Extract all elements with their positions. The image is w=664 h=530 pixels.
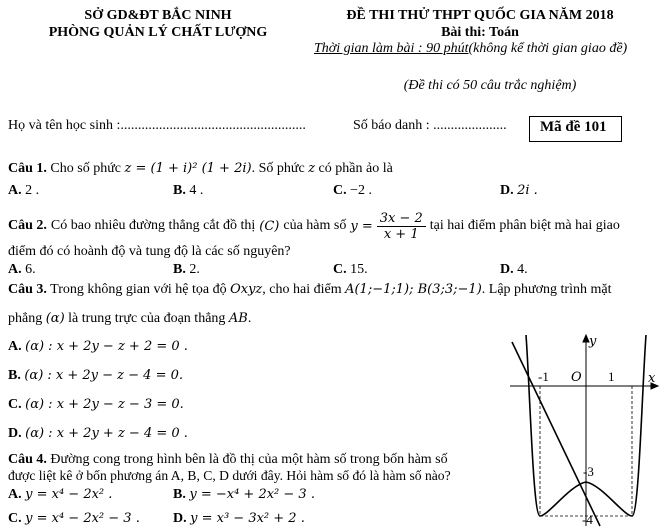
q4-option-c	[8, 511, 140, 527]
question-2-text-c: tại hai điểm phân biệt mà hai giao	[429, 218, 620, 233]
tick-label-neg4: -4	[582, 512, 593, 527]
curve-line	[512, 342, 600, 526]
q4-option-a-letter: A.	[8, 487, 22, 502]
question-3-text-c: . Lập phương trình mặt	[481, 282, 612, 297]
q1-option-a	[8, 183, 39, 199]
q2-option-b	[173, 262, 200, 278]
question-1-variable: z	[308, 161, 316, 176]
question-3-text-b: , cho hai điểm	[262, 282, 342, 297]
question-1-expression: z = (1 + i)² (1 + 2i)	[124, 161, 252, 176]
tick-label-neg1: -1	[538, 369, 549, 384]
q2-option-c	[333, 262, 368, 278]
question-3-points: A(1;−1;1); B(3;3;−1)	[345, 282, 482, 297]
q4-option-b-text: y = −x⁴ + 2x² − 3 .	[189, 487, 315, 502]
question-4-label: Câu 4.	[8, 452, 47, 467]
question-3-system: Oxyz	[230, 282, 263, 297]
q2-option-c-text: 15.	[350, 262, 368, 277]
q2-option-a	[8, 262, 36, 278]
fraction-numerator: 3x − 2	[377, 211, 426, 227]
q2-option-d-text: 4.	[517, 262, 528, 277]
q3-option-b	[8, 368, 183, 384]
exam-code: Mã đề 101	[540, 119, 607, 135]
question-3-plane: (α)	[45, 311, 65, 326]
question-3-line2-b: là trung trực của đoạn thẳng	[68, 311, 226, 326]
q4-option-b	[173, 487, 315, 503]
question-3-line-2	[8, 311, 251, 327]
question-3-label: Câu 3.	[8, 282, 47, 297]
question-3-text-a: Trong không gian với hệ tọa độ	[50, 282, 227, 297]
question-2-fraction	[377, 211, 426, 242]
x-axis-label: x	[648, 371, 656, 386]
question-count-note: (Đề thi có 50 câu trắc nghiệm)	[403, 78, 577, 93]
q2-option-a-text: 6.	[25, 262, 36, 277]
q3-option-b-letter: B.	[8, 368, 21, 383]
question-1-text-c: có phần ảo là	[318, 161, 393, 176]
q2-option-b-text: 2.	[189, 262, 200, 277]
tick-label-neg3: -3	[583, 464, 594, 479]
q2-option-d-letter: D.	[500, 262, 514, 277]
q1-option-d-letter: D.	[500, 183, 514, 198]
q3-option-a-letter: A.	[8, 339, 22, 354]
q4-option-d-letter: D.	[173, 511, 187, 526]
q2-option-b-letter: B.	[173, 262, 186, 277]
question-2-text-b: của hàm số	[283, 218, 347, 233]
q1-option-c	[333, 183, 372, 199]
q2-option-c-letter: C.	[333, 262, 347, 277]
question-2-text-a: Có bao nhiêu đường thẳng cắt đồ thị	[50, 218, 256, 233]
question-3	[8, 282, 611, 298]
q4-option-a	[8, 487, 112, 503]
question-2-y-equals: y =	[350, 218, 373, 234]
q1-option-b-letter: B.	[173, 183, 186, 198]
q3-option-c-text: (α) : x + 2y − z − 3 = 0.	[25, 397, 184, 412]
q1-option-a-letter: A.	[8, 183, 22, 198]
y-axis-label: y	[589, 334, 597, 349]
q1-option-b-text: 4 .	[189, 183, 204, 198]
exam-time-duration: Thời gian làm bài : 90 phút	[314, 41, 469, 56]
exam-code-box	[529, 116, 622, 142]
question-1-text-b: . Số phức	[251, 161, 305, 176]
student-name-field: Họ và tên học sinh :.....................................................	[8, 118, 306, 133]
question-2-curve: (C)	[259, 218, 280, 234]
q4-option-d	[173, 511, 305, 527]
question-3-segment: AB	[228, 311, 248, 326]
q1-option-a-text: 2 .	[25, 183, 40, 198]
q4-option-d-text: y = x³ − 3x² + 2 .	[190, 511, 305, 526]
question-1-text-a: Cho số phức	[50, 161, 121, 176]
q4-option-a-text: y = x⁴ − 2x² .	[25, 487, 113, 502]
q3-option-c	[8, 397, 184, 413]
q3-option-a-text: (α) : x + 2y − z + 2 = 0 .	[25, 339, 188, 354]
exam-time	[314, 41, 627, 57]
q4-option-b-letter: B.	[173, 487, 186, 502]
q3-option-a	[8, 339, 188, 355]
fraction-denominator: x + 1	[383, 226, 419, 242]
question-3-line2-c: .	[247, 311, 252, 326]
origin-label: O	[571, 370, 582, 385]
question-4	[8, 452, 448, 468]
exam-title: ĐỀ THI THỬ THPT QUỐC GIA NĂM 2018	[346, 8, 614, 23]
question-4-line-2: được liệt kê ở bốn phương án A, B, C, D dưới đây. Hỏi hàm số đó là hàm số nào?	[8, 468, 451, 483]
q4-option-c-text: y = x⁴ − 2x² − 3 .	[25, 511, 140, 526]
q3-option-d-letter: D.	[8, 426, 22, 441]
exam-subject: Bài thi: Toán	[441, 25, 519, 40]
tick-label-pos1: 1	[608, 369, 615, 384]
q4-option-c-letter: C.	[8, 511, 22, 526]
department-name: SỞ GD&ĐT BẮC NINH	[84, 8, 232, 23]
q2-option-a-letter: A.	[8, 262, 22, 277]
q2-option-d	[500, 262, 528, 278]
q1-option-c-text: −2 .	[350, 183, 373, 198]
question-1-label: Câu 1.	[8, 161, 47, 176]
q1-option-c-letter: C.	[333, 183, 347, 198]
office-name: PHÒNG QUẢN LÝ CHẤT LƯỢNG	[48, 25, 268, 40]
question-4-line-1: Đường cong trong hình bên là đồ thị của một hàm số trong bốn hàm số	[50, 452, 448, 467]
question-3-line2-a: phẳng	[8, 311, 43, 326]
question-1	[8, 161, 393, 177]
question-2-line-2: điểm đó có hoành độ và tung độ là các số nguyên?	[8, 244, 291, 259]
candidate-number-field: Số báo danh : .....................	[353, 118, 507, 133]
q3-option-b-text: (α) : x + 2y − z − 4 = 0.	[24, 368, 184, 383]
exam-time-note: (không kể thời gian giao đề)	[468, 41, 628, 56]
q3-option-d	[8, 426, 188, 442]
q1-option-b	[173, 183, 203, 199]
q3-option-c-letter: C.	[8, 397, 22, 412]
q3-option-d-text: (α) : x + 2y + z − 4 = 0 .	[25, 426, 188, 441]
question-2-label: Câu 2.	[8, 218, 47, 233]
function-graph	[500, 330, 664, 530]
q1-option-d	[500, 183, 538, 199]
question-2	[8, 208, 620, 244]
q1-option-d-text: 2i .	[517, 183, 538, 198]
